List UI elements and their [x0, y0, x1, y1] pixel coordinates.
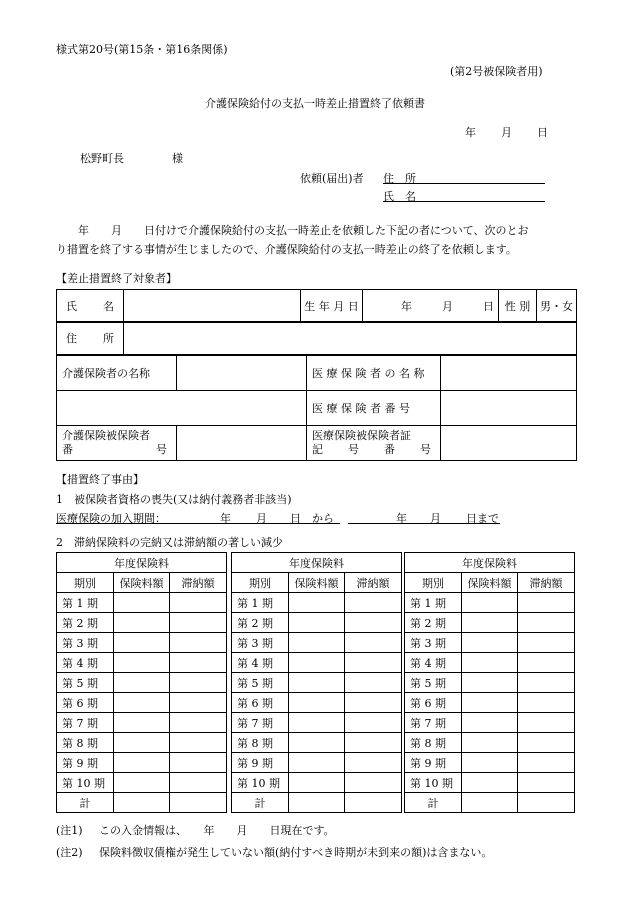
arrears-amount-cell[interactable] [170, 593, 227, 613]
reason-item-1: 1 被保険者資格の喪失(又は納付義務者非該当) [56, 493, 292, 506]
premium-amount-cell[interactable] [462, 753, 518, 773]
medical-card-label-cell: 医療保険被保険者証 記 号 番 号 [307, 426, 441, 461]
applicant-address-underline [383, 183, 545, 184]
premium-amount-cell[interactable] [462, 733, 518, 753]
arrears-total-cell[interactable] [170, 793, 227, 813]
arrears-amount-cell[interactable] [518, 713, 575, 733]
arrears-amount-cell[interactable] [345, 753, 402, 773]
arrears-amount-cell[interactable] [345, 613, 402, 633]
period-label: 第 9 期 [405, 753, 462, 773]
premium-amount-cell[interactable] [114, 713, 170, 733]
applicant-name-underline [383, 201, 545, 202]
table-row [57, 733, 227, 753]
period-label: 第 4 期 [57, 653, 114, 673]
arrears-amount-cell[interactable] [518, 693, 575, 713]
period-label: 第 5 期 [405, 673, 462, 693]
note-1-label: (注1) [56, 824, 83, 837]
coverage-until-label: 日まで [466, 512, 499, 525]
premium-amount-cell[interactable] [289, 753, 345, 773]
premium-total-cell[interactable] [114, 793, 170, 813]
end-month-unit: 月 [430, 512, 441, 525]
period-label: 第 1 期 [232, 593, 289, 613]
birthdate-day-unit: 日 [483, 300, 494, 313]
arrears-table-2 [231, 552, 402, 813]
medical-insurer-name-value-cell[interactable] [441, 356, 577, 391]
period-label: 第 6 期 [57, 693, 114, 713]
period-header: 期別 [405, 573, 462, 593]
note-2-text: 保険料徴収債権が発生していない額(納付すべき時期が未到来の額)は含まない。 [99, 846, 493, 859]
period-label: 第 9 期 [57, 753, 114, 773]
birthdate-value-cell[interactable] [363, 290, 499, 323]
table-row [405, 673, 575, 693]
arrears-total-cell[interactable] [518, 793, 575, 813]
arrears-amount-cell[interactable] [170, 773, 227, 793]
arrears-amount-cell[interactable] [345, 653, 402, 673]
premium-amount-cell[interactable] [289, 733, 345, 753]
arrears-amount-cell[interactable] [170, 713, 227, 733]
total-row [405, 793, 575, 813]
premium-amount-cell[interactable] [114, 613, 170, 633]
premium-total-cell[interactable] [289, 793, 345, 813]
period-header: 期別 [57, 573, 114, 593]
period-label: 第 7 期 [57, 713, 114, 733]
body-line-1: 年 月 日付けで介護保険給付の支払一時差止を依頼した下記の者について、次のとお [56, 224, 529, 237]
arrears-amount-cell[interactable] [170, 733, 227, 753]
insured-number-label-cell: 介護保険被保険者 番 号 [57, 426, 177, 461]
medical-insurer-number-value-cell[interactable] [441, 391, 577, 426]
premium-amount-cell[interactable] [114, 633, 170, 653]
arrears-amount-cell[interactable] [170, 753, 227, 773]
arrears-amount-cell[interactable] [518, 673, 575, 693]
premium-amount-cell[interactable] [289, 713, 345, 733]
premium-amount-cell[interactable] [462, 713, 518, 733]
period-label: 第 4 期 [405, 653, 462, 673]
birthdate-label-cell: 生 年 月 日 [301, 290, 363, 323]
coverage-from-label: から [312, 512, 334, 525]
table-row [232, 753, 402, 773]
insurer-table [56, 355, 577, 461]
table-row [232, 773, 402, 793]
period-label: 第 5 期 [57, 673, 114, 693]
table-row [405, 713, 575, 733]
arrears-table-3 [404, 552, 575, 813]
premium-amount-cell[interactable] [114, 653, 170, 673]
blank-cell [57, 391, 307, 426]
table-row [57, 753, 227, 773]
arrears-amount-cell[interactable] [518, 593, 575, 613]
sex-label-cell: 性 別 [499, 290, 537, 323]
fiscal-year-header: 年度保険料 [57, 553, 227, 573]
arrears-amount-cell[interactable] [170, 613, 227, 633]
period-label: 第 8 期 [57, 733, 114, 753]
period-label: 第 2 期 [405, 613, 462, 633]
period-label: 第 3 期 [405, 633, 462, 653]
premium-amount-cell[interactable] [114, 673, 170, 693]
period-label: 第 10 期 [57, 773, 114, 793]
medical-insurer-name-label-cell: 医 療 保 険 者 の 名 称 [307, 356, 441, 391]
table-row [232, 693, 402, 713]
medical-insurer-number-label-cell: 医 療 保 険 者 番 号 [307, 391, 441, 426]
address-row-table [56, 321, 577, 355]
page-title: 介護保険給付の支払一時差止措置終了依頼書 [205, 97, 425, 110]
table-row [232, 653, 402, 673]
arrears-amount-cell[interactable] [518, 653, 575, 673]
premium-amount-cell[interactable] [114, 773, 170, 793]
period-label: 第 3 期 [232, 633, 289, 653]
insured-type: (第2号被保険者用) [450, 65, 543, 78]
premium-amount-cell[interactable] [114, 733, 170, 753]
premium-amount-cell[interactable] [462, 673, 518, 693]
arrears-amount-header: 滞納額 [170, 573, 227, 593]
period-label: 第 6 期 [232, 693, 289, 713]
premium-amount-cell[interactable] [462, 693, 518, 713]
arrears-amount-header: 滞納額 [518, 573, 575, 593]
coverage-period-label: 医療保険の加入期間： [56, 512, 166, 525]
addressee-honorific: 様 [172, 152, 183, 165]
arrears-amount-cell[interactable] [518, 633, 575, 653]
arrears-amount-cell[interactable] [170, 653, 227, 673]
date-month-label: 月 [501, 126, 512, 139]
name-label-cell: 氏 名 [57, 290, 124, 323]
arrears-amount-cell[interactable] [345, 633, 402, 653]
table-row [405, 633, 575, 653]
body-line-2: り措置を終了する事情が生じましたので、介護保険給付の支払一時差止の終了を依頼します。 [56, 243, 517, 256]
table-row [232, 633, 402, 653]
period-header: 期別 [232, 573, 289, 593]
premium-amount-cell[interactable] [289, 633, 345, 653]
start-day-unit: 日 [290, 512, 301, 525]
table-row [405, 693, 575, 713]
premium-header: 保険料額 [462, 573, 518, 593]
total-label: 計 [405, 793, 462, 813]
applicant-name-label: 氏 名 [383, 190, 416, 203]
addressee-name: 松野町長 [80, 152, 124, 165]
arrears-amount-cell[interactable] [345, 733, 402, 753]
table-row [405, 753, 575, 773]
address-value-cell[interactable] [124, 322, 577, 355]
arrears-amount-cell[interactable] [518, 773, 575, 793]
period-label: 第 8 期 [232, 733, 289, 753]
arrears-amount-cell[interactable] [170, 693, 227, 713]
period-label: 第 7 期 [405, 713, 462, 733]
table-row [57, 613, 227, 633]
total-row [232, 793, 402, 813]
fiscal-year-header: 年度保険料 [405, 553, 575, 573]
premium-header: 保険料額 [114, 573, 170, 593]
end-year-unit: 年 [396, 512, 407, 525]
applicant-address-label: 住 所 [383, 172, 416, 185]
table-row [405, 593, 575, 613]
premium-amount-cell[interactable] [289, 693, 345, 713]
premium-amount-cell[interactable] [462, 593, 518, 613]
insurer-name-value-cell[interactable] [177, 356, 307, 391]
arrears-amount-cell[interactable] [170, 633, 227, 653]
reason-section-heading: 【措置終了事由】 [56, 473, 144, 486]
arrears-amount-cell[interactable] [345, 673, 402, 693]
premium-amount-cell[interactable] [462, 773, 518, 793]
arrears-amount-cell[interactable] [170, 673, 227, 693]
premium-amount-cell[interactable] [289, 593, 345, 613]
applicant-role-label: 依頼(届出)者 [300, 172, 364, 185]
period-label: 第 1 期 [57, 593, 114, 613]
period-label: 第 6 期 [405, 693, 462, 713]
premium-amount-cell[interactable] [114, 753, 170, 773]
period-label: 第 5 期 [232, 673, 289, 693]
medical-card-value-cell[interactable] [441, 426, 577, 461]
period-label: 第 8 期 [405, 733, 462, 753]
note-1-text: この入金情報は、 年 月 日現在です。 [99, 824, 335, 837]
premium-amount-cell[interactable] [289, 613, 345, 633]
total-label: 計 [57, 793, 114, 813]
date-year-label: 年 [465, 126, 476, 139]
period-label: 第 2 期 [232, 613, 289, 633]
sex-value-cell[interactable]: 男・女 [537, 290, 577, 323]
insurer-name-label-cell: 介護保険者の名称 [57, 356, 177, 391]
period-label: 第 1 期 [405, 593, 462, 613]
table-row [405, 613, 575, 633]
table-row [405, 653, 575, 673]
arrears-amount-cell[interactable] [345, 773, 402, 793]
table-row [232, 713, 402, 733]
address-label-cell: 住 所 [57, 322, 124, 355]
target-person-grid [56, 289, 577, 323]
premium-amount-cell[interactable] [289, 673, 345, 693]
table-row [405, 773, 575, 793]
table-row [232, 613, 402, 633]
table-row [57, 653, 227, 673]
note-2-label: (注2) [56, 846, 83, 859]
period-label: 第 2 期 [57, 613, 114, 633]
table-row [57, 673, 227, 693]
arrears-total-cell[interactable] [345, 793, 402, 813]
premium-amount-cell[interactable] [462, 653, 518, 673]
name-value-cell[interactable] [124, 290, 301, 323]
arrears-table-1 [56, 552, 227, 813]
form-number: 様式第20号(第15条・第16条関係) [56, 43, 228, 56]
insured-number-value-cell[interactable] [177, 426, 307, 461]
date-day-label: 日 [537, 126, 548, 139]
period-label: 第 3 期 [57, 633, 114, 653]
table-row [57, 713, 227, 733]
table-row [232, 733, 402, 753]
reason-item-2: 2 滞納保険料の完納又は滞納額の著しい減少 [56, 536, 283, 549]
total-row [57, 793, 227, 813]
premium-amount-cell[interactable] [289, 773, 345, 793]
premium-amount-cell[interactable] [114, 693, 170, 713]
arrears-amount-cell[interactable] [345, 593, 402, 613]
birthdate-month-unit: 月 [442, 300, 453, 313]
period-label: 第 4 期 [232, 653, 289, 673]
arrears-amount-header: 滞納額 [345, 573, 402, 593]
table-row [57, 633, 227, 653]
table-row [57, 773, 227, 793]
arrears-amount-cell[interactable] [345, 693, 402, 713]
arrears-amount-cell[interactable] [345, 713, 402, 733]
premium-amount-cell[interactable] [462, 633, 518, 653]
fiscal-year-header: 年度保険料 [232, 553, 402, 573]
period-label: 第 7 期 [232, 713, 289, 733]
premium-amount-cell[interactable] [462, 613, 518, 633]
period-label: 第 10 期 [405, 773, 462, 793]
start-month-unit: 月 [256, 512, 267, 525]
table-row [57, 593, 227, 613]
premium-header: 保険料額 [289, 573, 345, 593]
table-row [405, 733, 575, 753]
table-row [57, 693, 227, 713]
start-year-unit: 年 [220, 512, 231, 525]
target-section-heading: 【差止措置終了対象者】 [56, 272, 177, 285]
premium-total-cell[interactable] [462, 793, 518, 813]
period-label: 第 9 期 [232, 753, 289, 773]
total-label: 計 [232, 793, 289, 813]
birthdate-year-unit: 年 [401, 300, 412, 313]
period-label: 第 10 期 [232, 773, 289, 793]
table-row [232, 593, 402, 613]
arrears-amount-cell[interactable] [518, 733, 575, 753]
premium-amount-cell[interactable] [114, 593, 170, 613]
arrears-amount-cell[interactable] [518, 753, 575, 773]
premium-amount-cell[interactable] [289, 653, 345, 673]
arrears-amount-cell[interactable] [518, 613, 575, 633]
table-row [232, 673, 402, 693]
